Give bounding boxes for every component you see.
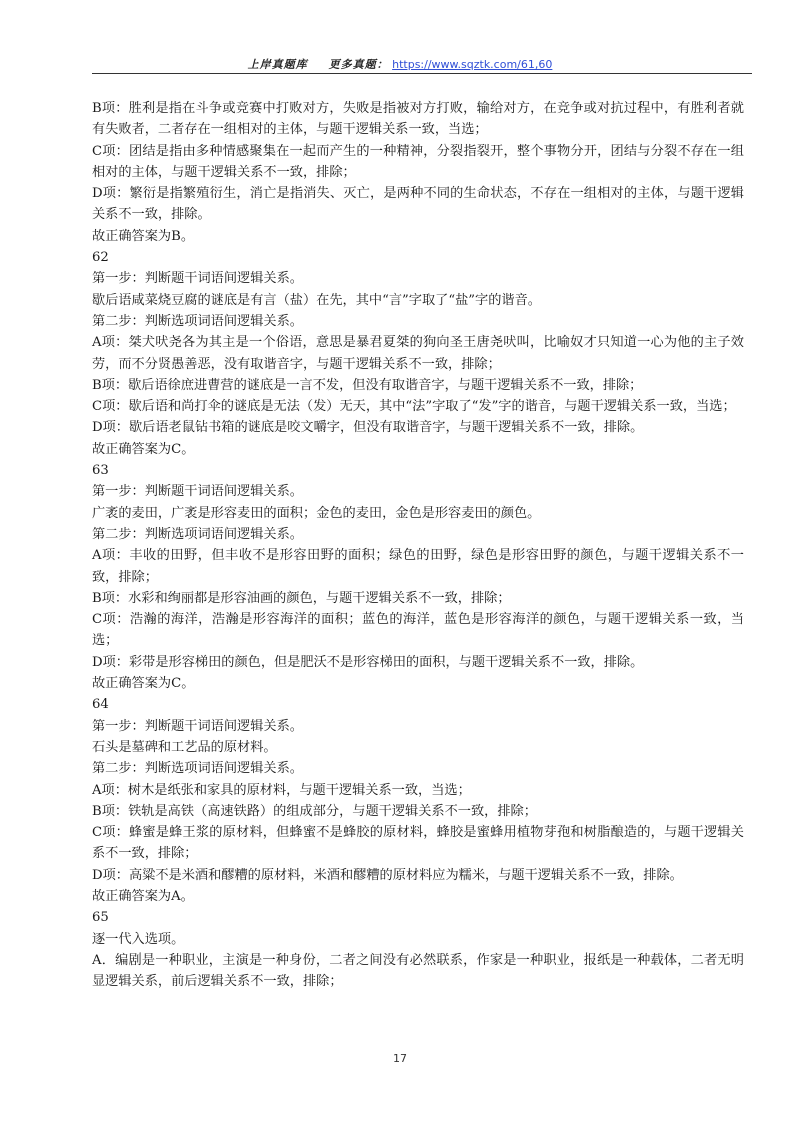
paragraph: D项：繁衍是指繁殖衍生，消亡是指消失、灭亡，是两种不同的生命状态，不存在一组相对的主体，与题干逻辑关系不一致，排除。: [92, 186, 744, 223]
paragraph: 63: [92, 463, 109, 479]
paragraph: 第一步：判断题干词语间逻辑关系。: [92, 271, 303, 287]
paragraph: 广袤的麦田，广袤是形容麦田的面积；金色的麦田，金色是形容麦田的颜色。: [92, 505, 541, 521]
paragraph: D项：彩带是形容梯田的颜色，但是肥沃不是形容梯田的面积，与题干逻辑关系不一致，排除。: [92, 654, 644, 670]
paragraph: 第二步：判断选项词语间逻辑关系。: [92, 526, 303, 542]
brand-name: 上岸真题库: [247, 58, 308, 71]
paragraph: 第一步：判断题干词语间逻辑关系。: [92, 718, 303, 734]
paragraph: D项：高粱不是米酒和醪糟的原材料，米酒和醪糟的原材料应为糯米，与题干逻辑关系不一致，排除。: [92, 867, 683, 883]
paragraph: C项：浩瀚的海洋，浩瀚是形容海洋的面积；蓝色的海洋，蓝色是形容海洋的颜色，与题干逻辑关系一致，当选；: [92, 612, 744, 649]
paragraph: 62: [92, 250, 109, 266]
paragraph: 第二步：判断选项词语间逻辑关系。: [92, 761, 303, 777]
paragraph: 逐一代入选项。: [92, 931, 185, 947]
paragraph: B项：铁轨是高铁（高速铁路）的组成部分，与题干逻辑关系不一致，排除；: [92, 803, 537, 819]
paragraph: 石头是墓碑和工艺品的原材料。: [92, 739, 277, 755]
paragraph: 第一步：判断题干词语间逻辑关系。: [92, 484, 303, 500]
page-header: [0, 56, 800, 72]
paragraph: 故正确答案为C。: [92, 676, 195, 692]
paragraph: C项：歇后语和尚打伞的谜底是无法（发）无天，其中“法”字取了“发”字的谐音，与题干逻辑关系一致，当选；: [92, 399, 736, 415]
source-link[interactable]: https://www.sqztk.com/61,60: [392, 58, 553, 71]
more-label: 更多真题：: [328, 58, 389, 71]
document-body: [92, 98, 744, 992]
paragraph: 故正确答案为A。: [92, 888, 194, 904]
paragraph: D项：歇后语老鼠钻书箱的谜底是咬文嚼字，但没有取谐音字，与题干逻辑关系不一致，排除。: [92, 420, 644, 436]
paragraph: B项：歇后语徐庶进曹营的谜底是一言不发，但没有取谐音字，与题干逻辑关系不一致，排除；: [92, 377, 643, 393]
paragraph: 65: [92, 910, 109, 926]
page-number: 17: [393, 1052, 407, 1065]
paragraph: 第二步：判断选项词语间逻辑关系。: [92, 313, 303, 329]
paragraph: A项：丰收的田野，但丰收不是形容田野的面积；绿色的田野，绿色是形容田野的颜色，与题干逻辑关系不一致，排除；: [92, 548, 744, 585]
paragraph: 歇后语咸菜烧豆腐的谜底是有言（盐）在先，其中“言”字取了“盐”字的谐音。: [92, 292, 541, 308]
paragraph: 64: [92, 697, 109, 713]
paragraph: C项：团结是指由多种情感聚集在一起而产生的一种精神，分裂指裂开，整个事物分开，团结与分裂不存在一组相对的主体，与题干逻辑关系不一致，排除；: [92, 143, 744, 180]
paragraph: A．编剧是一种职业，主演是一种身份，二者之间没有必然联系，作家是一种职业，报纸是一种载体，二者无明显逻辑关系，前后逻辑关系不一致，排除；: [92, 952, 744, 990]
paragraph: B项：胜利是指在斗争或竞赛中打败对方，失败是指被对方打败，输给对方，在竞争或对抗过程中，有胜利者就有失败者，二者存在一组相对的主体，与题干逻辑关系一致，当选；: [92, 101, 744, 138]
paragraph: C项：蜂蜜是蜂王浆的原材料，但蜂蜜不是蜂胶的原材料，蜂胶是蜜蜂用植物芽孢和树脂酿造的，与题干逻辑关系不一致，排除；: [92, 825, 744, 862]
paragraph: B项：水彩和绚丽都是形容油画的颜色，与题干逻辑关系不一致，排除；: [92, 590, 511, 606]
paragraph: A项：树木是纸张和家具的原材料，与题干逻辑关系一致，当选；: [92, 782, 471, 798]
header-divider: [92, 73, 752, 74]
paragraph: A项：桀犬吠尧各为其主是一个俗语，意思是暴君夏桀的狗向圣王唐尧吠叫，比喻奴才只知道一心为他的主子效劳，而不分贤愚善恶，没有取谐音字，与题干逻辑关系不一致，排除；: [92, 335, 744, 372]
paragraph: 故正确答案为C。: [92, 441, 195, 457]
paragraph: 故正确答案为B。: [92, 228, 195, 244]
